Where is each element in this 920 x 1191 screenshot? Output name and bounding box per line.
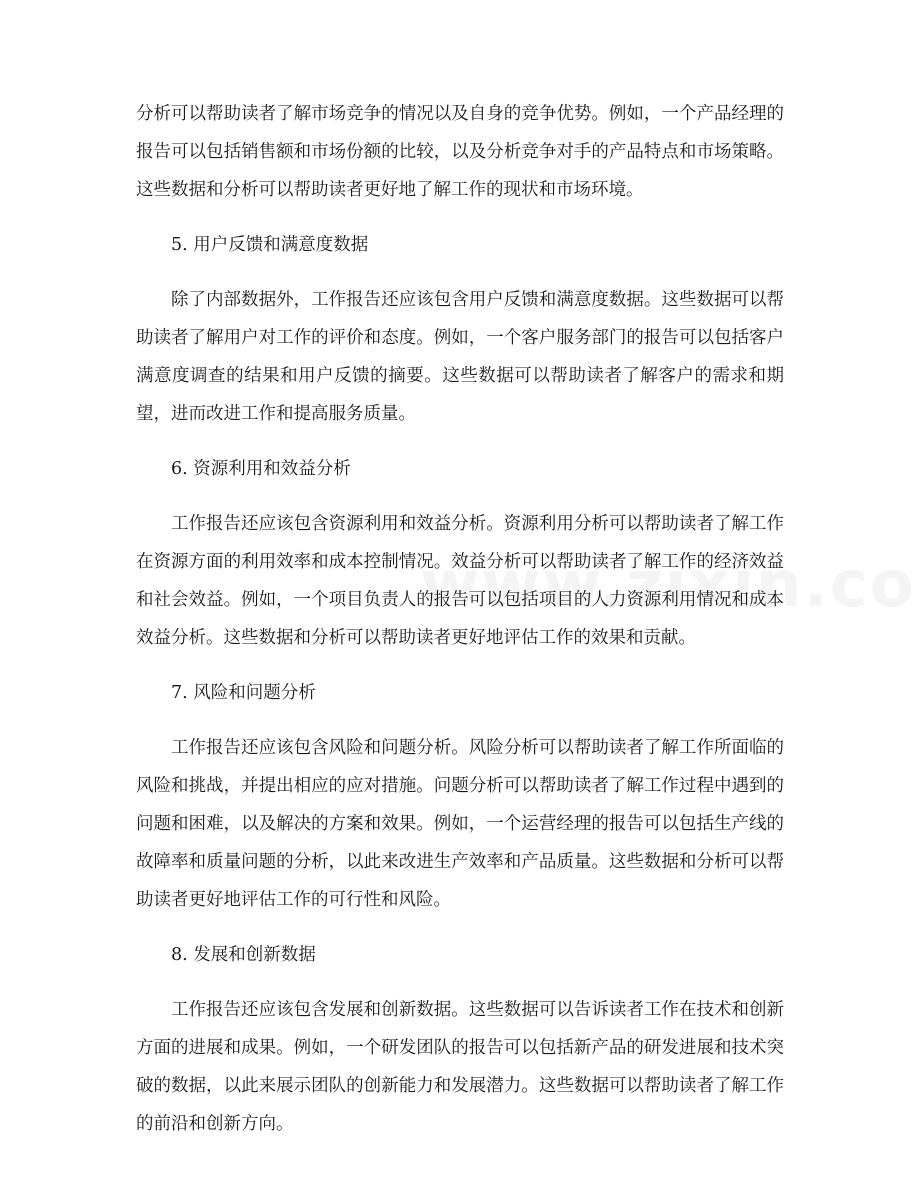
section-6-paragraph: 工作报告还应该包含资源利用和效益分析。资源利用分析可以帮助读者了解工作在资源方面的利用效率和成本控制情况。效益分析可以帮助读者了解工作的经济效益和社会效益。例如，一个项目负责人的报告可以包括项目的人力资源利用情况和成本效益分析。这些数据和分析可以帮助读者更好地评估工作的效果和贡献。 bbox=[136, 514, 784, 648]
section-7-heading: 7. 风险和问题分析 bbox=[171, 683, 316, 703]
section-6-heading: 6. 资源利用和效益分析 bbox=[171, 459, 351, 479]
section-5-paragraph: 除了内部数据外，工作报告还应该包含用户反馈和满意度数据。这些数据可以帮助读者了解用户对工作的评价和态度。例如，一个客户服务部门的报告可以包括客户满意度调查的结果和用户反馈的摘要。这些数据可以帮助读者了解客户的需求和期望，进而改进工作和提高服务质量。 bbox=[136, 290, 784, 424]
section-8-paragraph: 工作报告还应该包含发展和创新数据。这些数据可以告诉读者工作在技术和创新方面的进展和成果。例如，一个研发团队的报告可以包括新产品的研发进展和技术突破的数据，以此来展示团队的创新能力和发展潜力。这些数据可以帮助读者了解工作的前沿和创新方向。 bbox=[136, 1000, 784, 1134]
section-5-heading: 5. 用户反馈和满意度数据 bbox=[171, 235, 369, 255]
document-body bbox=[136, 95, 784, 1160]
section-8-heading: 8. 发展和创新数据 bbox=[171, 945, 316, 965]
section-7-paragraph: 工作报告还应该包含风险和问题分析。风险分析可以帮助读者了解工作所面临的风险和挑战，并提出相应的应对措施。问题分析可以帮助读者了解工作过程中遇到的问题和困难，以及解决的方案和效果。例如，一个运营经理的报告可以包括生产线的故障率和质量问题的分析，以此来改进生产效率和产品质量。这些数据和分析可以帮助读者更好地评估工作的可行性和风险。 bbox=[136, 738, 784, 910]
intro-paragraph: 分析可以帮助读者了解市场竞争的情况以及自身的竞争优势。例如，一个产品经理的报告可以包括销售额和市场份额的比较，以及分析竞争对手的产品特点和市场策略。这些数据和分析可以帮助读者更好地了解工作的现状和市场环境。 bbox=[136, 104, 784, 200]
